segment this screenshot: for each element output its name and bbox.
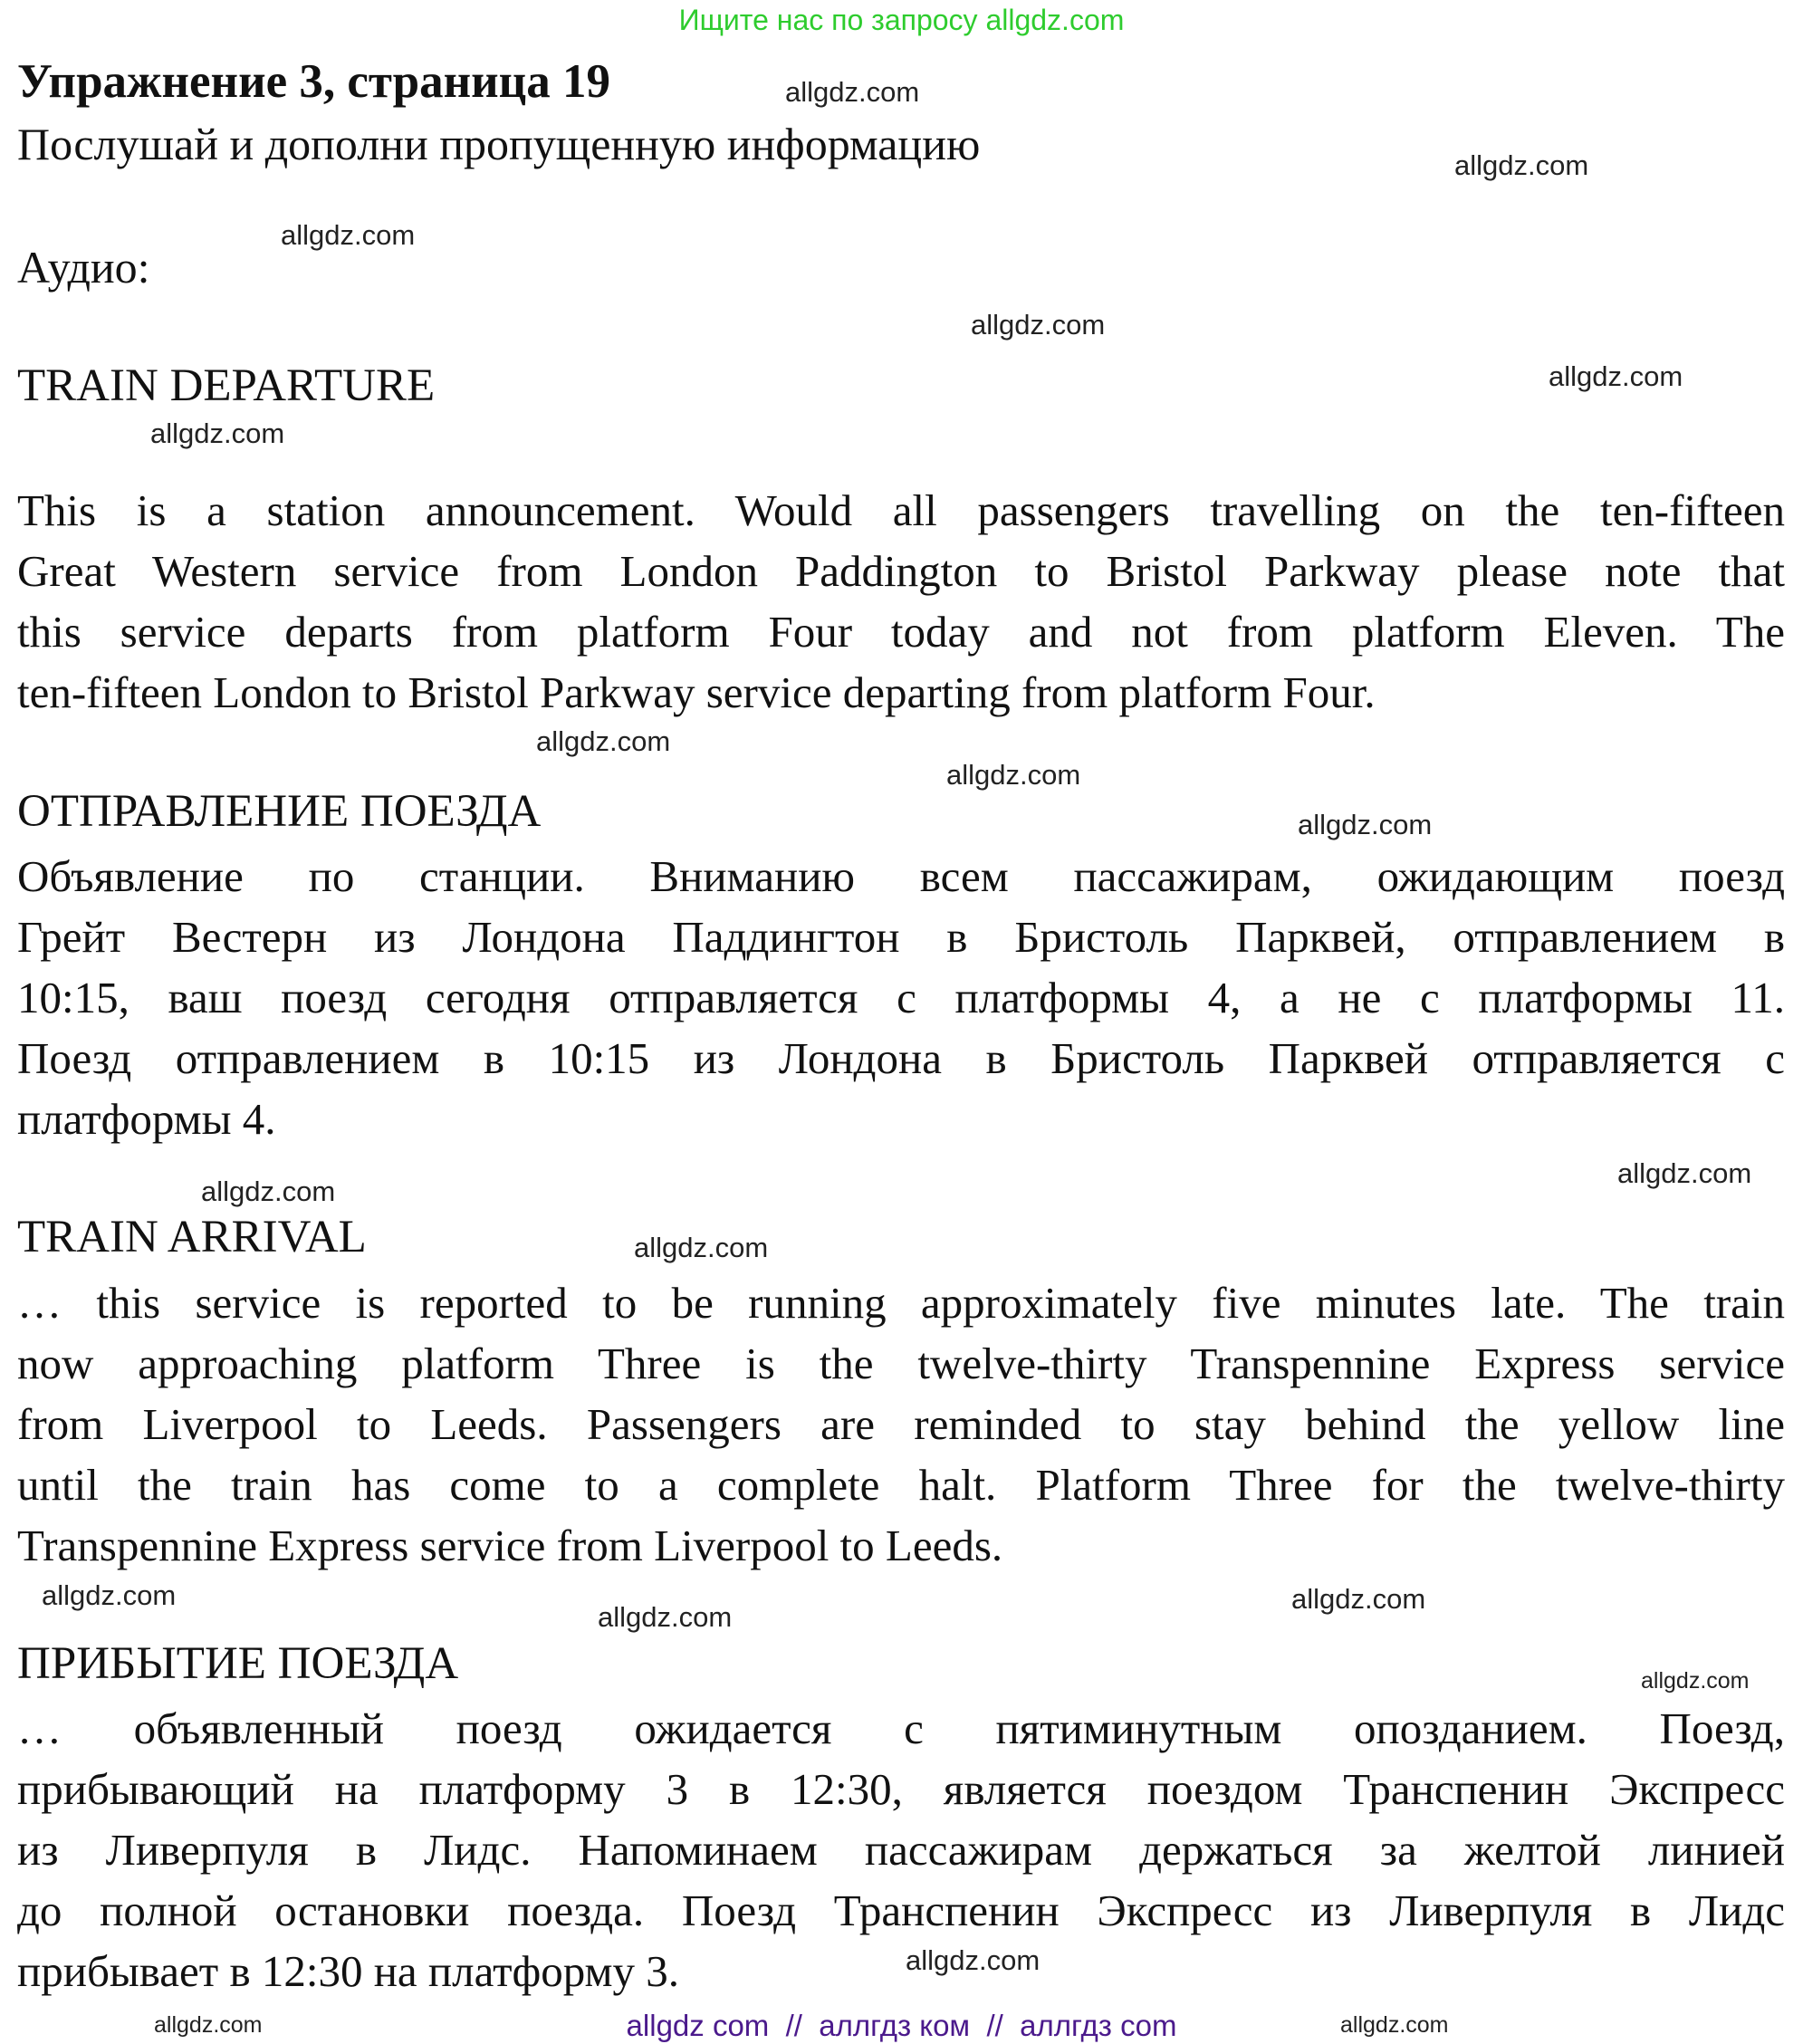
watermark: allgdz.com — [1454, 149, 1589, 181]
section-text-arrival-ru — [17, 1698, 1785, 2001]
watermark: allgdz.com — [1617, 1157, 1752, 1189]
watermark: allgdz.com — [1641, 1668, 1750, 1694]
text-line: Объявление по станции. Вниманию всем пассажирам, ожидающим поезд — [17, 851, 1785, 901]
section-text-train-arrival — [17, 1272, 1785, 1576]
watermark: allgdz.com — [1298, 809, 1433, 840]
watermark: allgdz.com — [150, 417, 285, 449]
text-line: … this service is reported to be running approximately five minutes late. The train — [17, 1278, 1785, 1328]
watermark: allgdz.com — [536, 725, 671, 757]
watermark: allgdz.com — [598, 1601, 733, 1633]
watermark: allgdz.com — [1340, 2012, 1449, 2038]
text-line: Great Western service from London Paddington to Bristol Parkway please note that — [17, 546, 1785, 596]
text-line: прибывает в 12:30 на платформу 3. — [17, 1946, 680, 1996]
section-heading-departure-ru: ОТПРАВЛЕНИЕ ПОЕЗДА — [17, 786, 542, 837]
watermark: allgdz.com — [785, 76, 920, 108]
site-banner: Ищите нас по запросу allgdz.com — [678, 4, 1125, 36]
section-text-departure-ru — [17, 846, 1785, 1149]
section-heading-train-departure: TRAIN DEPARTURE — [17, 360, 436, 411]
text-line: … объявленный поезд ожидается с пятиминутным опозданием. Поезд, — [17, 1703, 1785, 1753]
watermark: allgdz.com — [971, 309, 1106, 341]
watermark: allgdz.com — [634, 1232, 769, 1263]
text-line: Поезд отправлением в 10:15 из Лондона в Бристоль Парквей отправляется с — [17, 1033, 1785, 1083]
section-text-train-departure — [17, 480, 1785, 723]
audio-label: Аудио: — [17, 242, 150, 293]
watermark: allgdz.com — [946, 759, 1081, 791]
text-line: до полной остановки поезда. Поезд Транспенин Экспресс из Ливерпуля в Лидс — [17, 1886, 1785, 1935]
text-line: from Liverpool to Leeds. Passengers are reminded to stay behind the yellow line — [17, 1399, 1785, 1449]
watermark: allgdz.com — [42, 1579, 177, 1611]
page-title: Упражнение 3, страница 19 — [17, 55, 610, 108]
footer-links[interactable]: allgdz com // аллгдз ком // аллгдз com — [626, 2009, 1177, 2042]
text-line: now approaching platform Three is the twelve-thirty Transpennine Express service — [17, 1339, 1785, 1388]
watermark: allgdz.com — [1291, 1583, 1426, 1615]
text-line: this service departs from platform Four today and not from platform Eleven. The — [17, 607, 1785, 657]
text-line: платформы 4. — [17, 1094, 276, 1144]
text-line: This is a station announcement. Would all passengers travelling on the ten-fifteen — [17, 485, 1785, 535]
watermark: allgdz.com — [281, 219, 416, 251]
text-line: Transpennine Express service from Liverpool to Leeds. — [17, 1521, 1003, 1570]
text-line: из Ливерпуля в Лидс. Напоминаем пассажирам держаться за желтой линией — [17, 1825, 1785, 1875]
section-heading-train-arrival: TRAIN ARRIVAL — [17, 1212, 367, 1262]
watermark: allgdz.com — [906, 1944, 1041, 1976]
watermark: allgdz.com — [154, 2012, 263, 2038]
section-heading-arrival-ru: ПРИБЫТИЕ ПОЕЗДА — [17, 1638, 459, 1689]
watermark: allgdz.com — [201, 1176, 336, 1207]
text-line: 10:15, ваш поезд сегодня отправляется с платформы 4, а не с платформы 11. — [17, 973, 1785, 1022]
watermark: allgdz.com — [1549, 360, 1683, 392]
exercise-instruction: Послушай и дополни пропущенную информацию — [17, 119, 981, 169]
text-line: Грейт Вестерн из Лондона Паддингтон в Бристоль Парквей, отправлением в — [17, 912, 1785, 962]
text-line: прибывающий на платформу 3 в 12:30, является поездом Транспенин Экспресс — [17, 1764, 1785, 1814]
text-line: until the train has come to a complete halt. Platform Three for the twelve-thirty — [17, 1460, 1785, 1510]
text-line: ten-fifteen London to Bristol Parkway service departing from platform Four. — [17, 667, 1376, 717]
